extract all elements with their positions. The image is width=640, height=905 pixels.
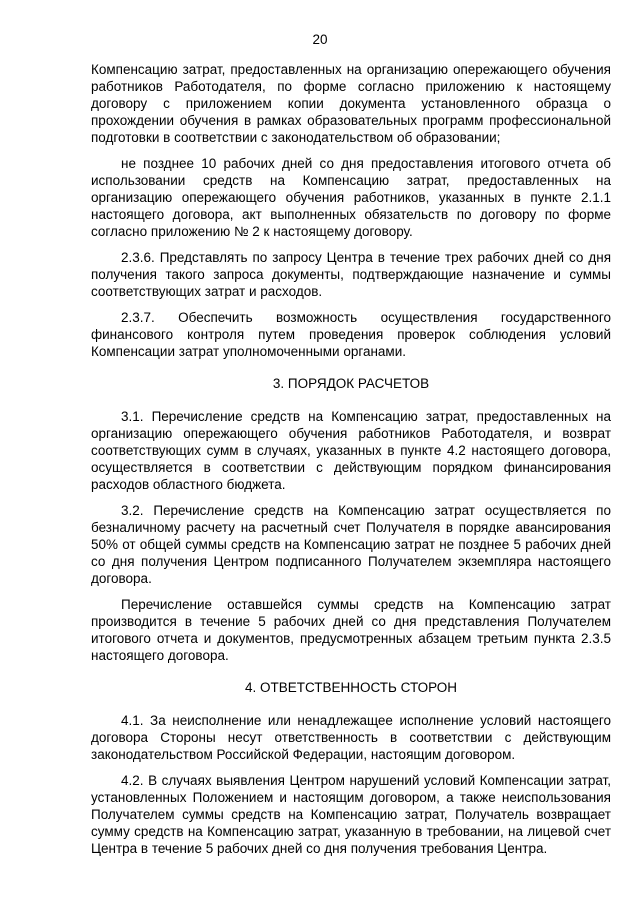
section-title-responsibility: 4. ОТВЕТСТВЕННОСТЬ СТОРОН xyxy=(244,680,458,695)
paragraph-2-3-7: 2.3.7. Обеспечить возможность осуществления государственного финансового контроля путем проведения проверок соблюдения условий Компенсации затрат уполномоченными органами. xyxy=(91,310,611,359)
paragraph-compensation-documents: Компенсацию затрат, предоставленных на организацию опережающего обучения работников Работодателя, по форме согласно приложению к настоящему договору с приложением копии документа установленного образца о прохождении обучения в рамках образовательных программ профессиональной подготовки в соответствии с законодательством об образовании; xyxy=(91,62,611,145)
paragraph-4-1: 4.1. За неисполнение или ненадлежащее исполнение условий настоящего договора Стороны несут ответственность в соответствии с действующим законодательством Российской Федерации, настоящим договором. xyxy=(91,713,611,762)
section-title-settlement: 3. ПОРЯДОК РАСЧЕТОВ xyxy=(272,376,430,391)
paragraph-4-2: 4.2. В случаях выявления Центром нарушений условий Компенсации затрат, установленных Положением и настоящим договором, а также неиспользования Получателем суммы средств на Компенсацию затрат, Получатель возвращает сумму средств на Компенсацию затрат, указанную в требовании, на лицевой счет Центра в течение 5 рабочих дней со дня получения требования Центра. xyxy=(91,773,611,856)
document-body xyxy=(91,61,611,857)
paragraph-3-1: 3.1. Перечисление средств на Компенсацию затрат, предоставленных на организацию опережающего обучения работников Работодателя, и возврат соответствующих сумм в случаях, указанных в пункте 4.2 настоящего договора, осуществляется в соответствии с действующим порядком финансирования расходов областного бюджета. xyxy=(91,409,611,492)
paragraph-3-2: 3.2. Перечисление средств на Компенсацию затрат осуществляется по безналичному расчету на расчетный счет Получателя в порядке авансирования 50% от общей суммы средств на Компенсацию затрат не позднее 5 рабочих дней со дня получения Центром подписанного Получателем экземпляра настоящего договора. xyxy=(91,503,611,586)
paragraph-2-3-6: 2.3.6. Представлять по запросу Центра в течение трех рабочих дней со дня получения такого запроса документы, подтверждающие назначение и суммы соответствующих затрат и расходов. xyxy=(91,250,611,299)
page-number: 20 xyxy=(312,32,328,47)
paragraph-final-report-deadline: не позднее 10 рабочих дней со дня предоставления итогового отчета об использовании средств на Компенсацию затрат, предоставленных на организацию опережающего обучения работников, указанных в пункте 2.1.1 настоящего договора, акт выполненных обязательств по договору по форме согласно приложению № 2 к настоящему договору. xyxy=(91,156,611,239)
paragraph-3-2-remaining: Перечисление оставшейся суммы средств на Компенсацию затрат производится в течение 5 рабочих дней со дня представления Получателем итогового отчета и документов, предусмотренных абзацем третьим пункта 2.3.5 настоящего договора. xyxy=(91,597,611,663)
